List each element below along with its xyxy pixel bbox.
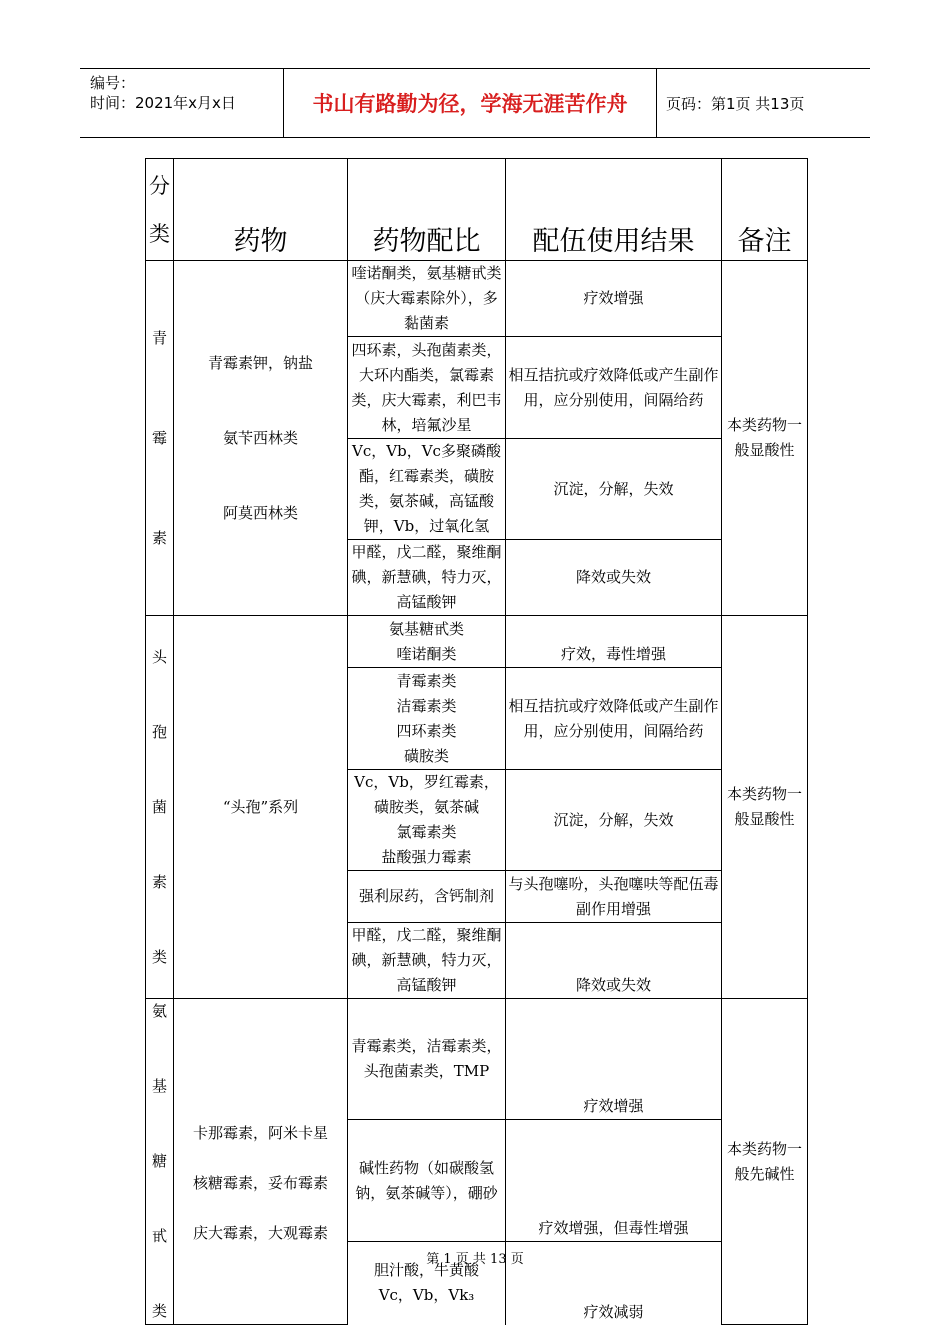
result-cell: 降效或失效 (506, 540, 722, 616)
category-char: 孢 (151, 722, 167, 741)
ratio-cell: 胆汁酸，牛黄酸 Vc，Vb，Vk₃ (348, 1241, 506, 1324)
drug-list (174, 616, 348, 999)
category-char: 素 (151, 528, 167, 547)
category-char: 氨 (151, 1002, 167, 1020)
drug-item: “头孢”系列 (222, 797, 299, 816)
drug-item: 庆大霉素，大观霉素 (192, 1224, 328, 1242)
drug-item: 卡那霉素，阿米卡星 (192, 1124, 328, 1142)
drug-item: 阿莫西林类 (222, 503, 298, 522)
result-cell: 相互拮抗或疗效降低或产生副作用，应分别使用，间隔给药 (506, 668, 722, 770)
result-cell: 疗效增强 (506, 261, 722, 337)
header-category-char: 分 (149, 174, 170, 198)
id-label: 编号： (90, 74, 136, 92)
category-aminoglycoside (146, 999, 174, 1325)
compatibility-table (145, 158, 808, 1325)
category-char: 类 (151, 947, 167, 966)
time-label: 时间：2021年x月x日 (90, 94, 236, 112)
drug-list (174, 999, 348, 1325)
ratio-cell: 甲醛，戊二醛，聚维酮碘，新慧碘，特力灭，高锰酸钾 (348, 923, 506, 999)
ratio-cell: 甲醛，戊二醛，聚维酮碘，新慧碘，特力灭，高锰酸钾 (348, 540, 506, 616)
category-cephalosporin (146, 616, 174, 999)
category-char: 甙 (151, 1227, 167, 1245)
category-char: 青 (151, 328, 167, 347)
ratio-cell: 喹诺酮类，氨基糖甙类（庆大霉素除外），多黏菌素 (348, 261, 506, 337)
result-cell: 相互拮抗或疗效降低或产生副作用，应分别使用，间隔给药 (506, 337, 722, 439)
ratio-cell: 强利尿药，含钙制剂 (348, 871, 506, 923)
category-char: 素 (151, 872, 167, 891)
result-cell: 沉淀，分解，失效 (506, 770, 722, 871)
ratio-cell: 青霉素类，洁霉素类，头孢菌素类，TMP (348, 999, 506, 1120)
note-cell: 本类药物一般先碱性 (722, 999, 808, 1325)
drug-item: 青霉素钾，钠盐 (207, 353, 313, 372)
header-drug: 药物 (174, 159, 348, 261)
category-char: 霉 (151, 428, 167, 447)
header-result: 配伍使用结果 (506, 159, 722, 261)
result-cell: 疗效，毒性增强 (506, 616, 722, 668)
ratio-cell: 四环素，头孢菌素类，大环内酯类，氯霉素类，庆大霉素，利巴韦林，培氟沙星 (348, 337, 506, 439)
note-cell: 本类药物一般显酸性 (722, 616, 808, 999)
drug-item: 核糖霉素，妥布霉素 (192, 1174, 328, 1192)
category-char: 类 (151, 1302, 167, 1320)
ratio-cell: 青霉素类 洁霉素类 四环素类 磺胺类 (348, 668, 506, 770)
category-penicillin (146, 261, 174, 616)
category-char: 头 (151, 647, 167, 666)
header-meta (80, 69, 283, 137)
table-row (146, 999, 808, 1120)
page-header (80, 68, 870, 138)
category-char: 菌 (151, 797, 167, 816)
drug-item: 氨苄西林类 (222, 428, 298, 447)
ratio-cell: 氨基糖甙类 喹诺酮类 (348, 616, 506, 668)
page-footer: 第 1 页 共 13 页 (426, 1252, 524, 1267)
result-cell: 降效或失效 (506, 923, 722, 999)
result-cell: 疗效减弱 (506, 1241, 722, 1324)
result-cell: 与头孢噻吩，头孢噻呋等配伍毒副作用增强 (506, 871, 722, 923)
header-category-char: 类 (149, 222, 170, 246)
category-char: 基 (151, 1077, 167, 1095)
result-cell: 疗效增强，但毒性增强 (506, 1120, 722, 1241)
ratio-cell: Vc，Vb，罗红霉素，磺胺类，氨茶碱 氯霉素类 盐酸强力霉素 (348, 770, 506, 871)
header-category (146, 159, 174, 261)
table-row (146, 616, 808, 668)
ratio-cell: 碱性药物（如碳酸氢钠，氨茶碱等），硼砂 (348, 1120, 506, 1241)
motto: 书山有路勤为径，学海无涯苦作舟 (283, 69, 657, 137)
note-cell: 本类药物一般显酸性 (722, 261, 808, 616)
header-note: 备注 (722, 159, 808, 261)
result-cell: 疗效增强 (506, 999, 722, 1120)
ratio-cell: Vc，Vb，Vc多聚磷酸酯，红霉素类，磺胺类，氨茶碱，高锰酸钾，Vb，过氧化氢 (348, 439, 506, 540)
table-row (146, 261, 808, 337)
page-info: 页码：第1页 共13页 (666, 94, 805, 113)
result-cell: 沉淀，分解，失效 (506, 439, 722, 540)
drug-list (174, 261, 348, 616)
header-ratio: 药物配比 (348, 159, 506, 261)
table-header-row (146, 159, 808, 261)
category-char: 糖 (151, 1152, 167, 1170)
